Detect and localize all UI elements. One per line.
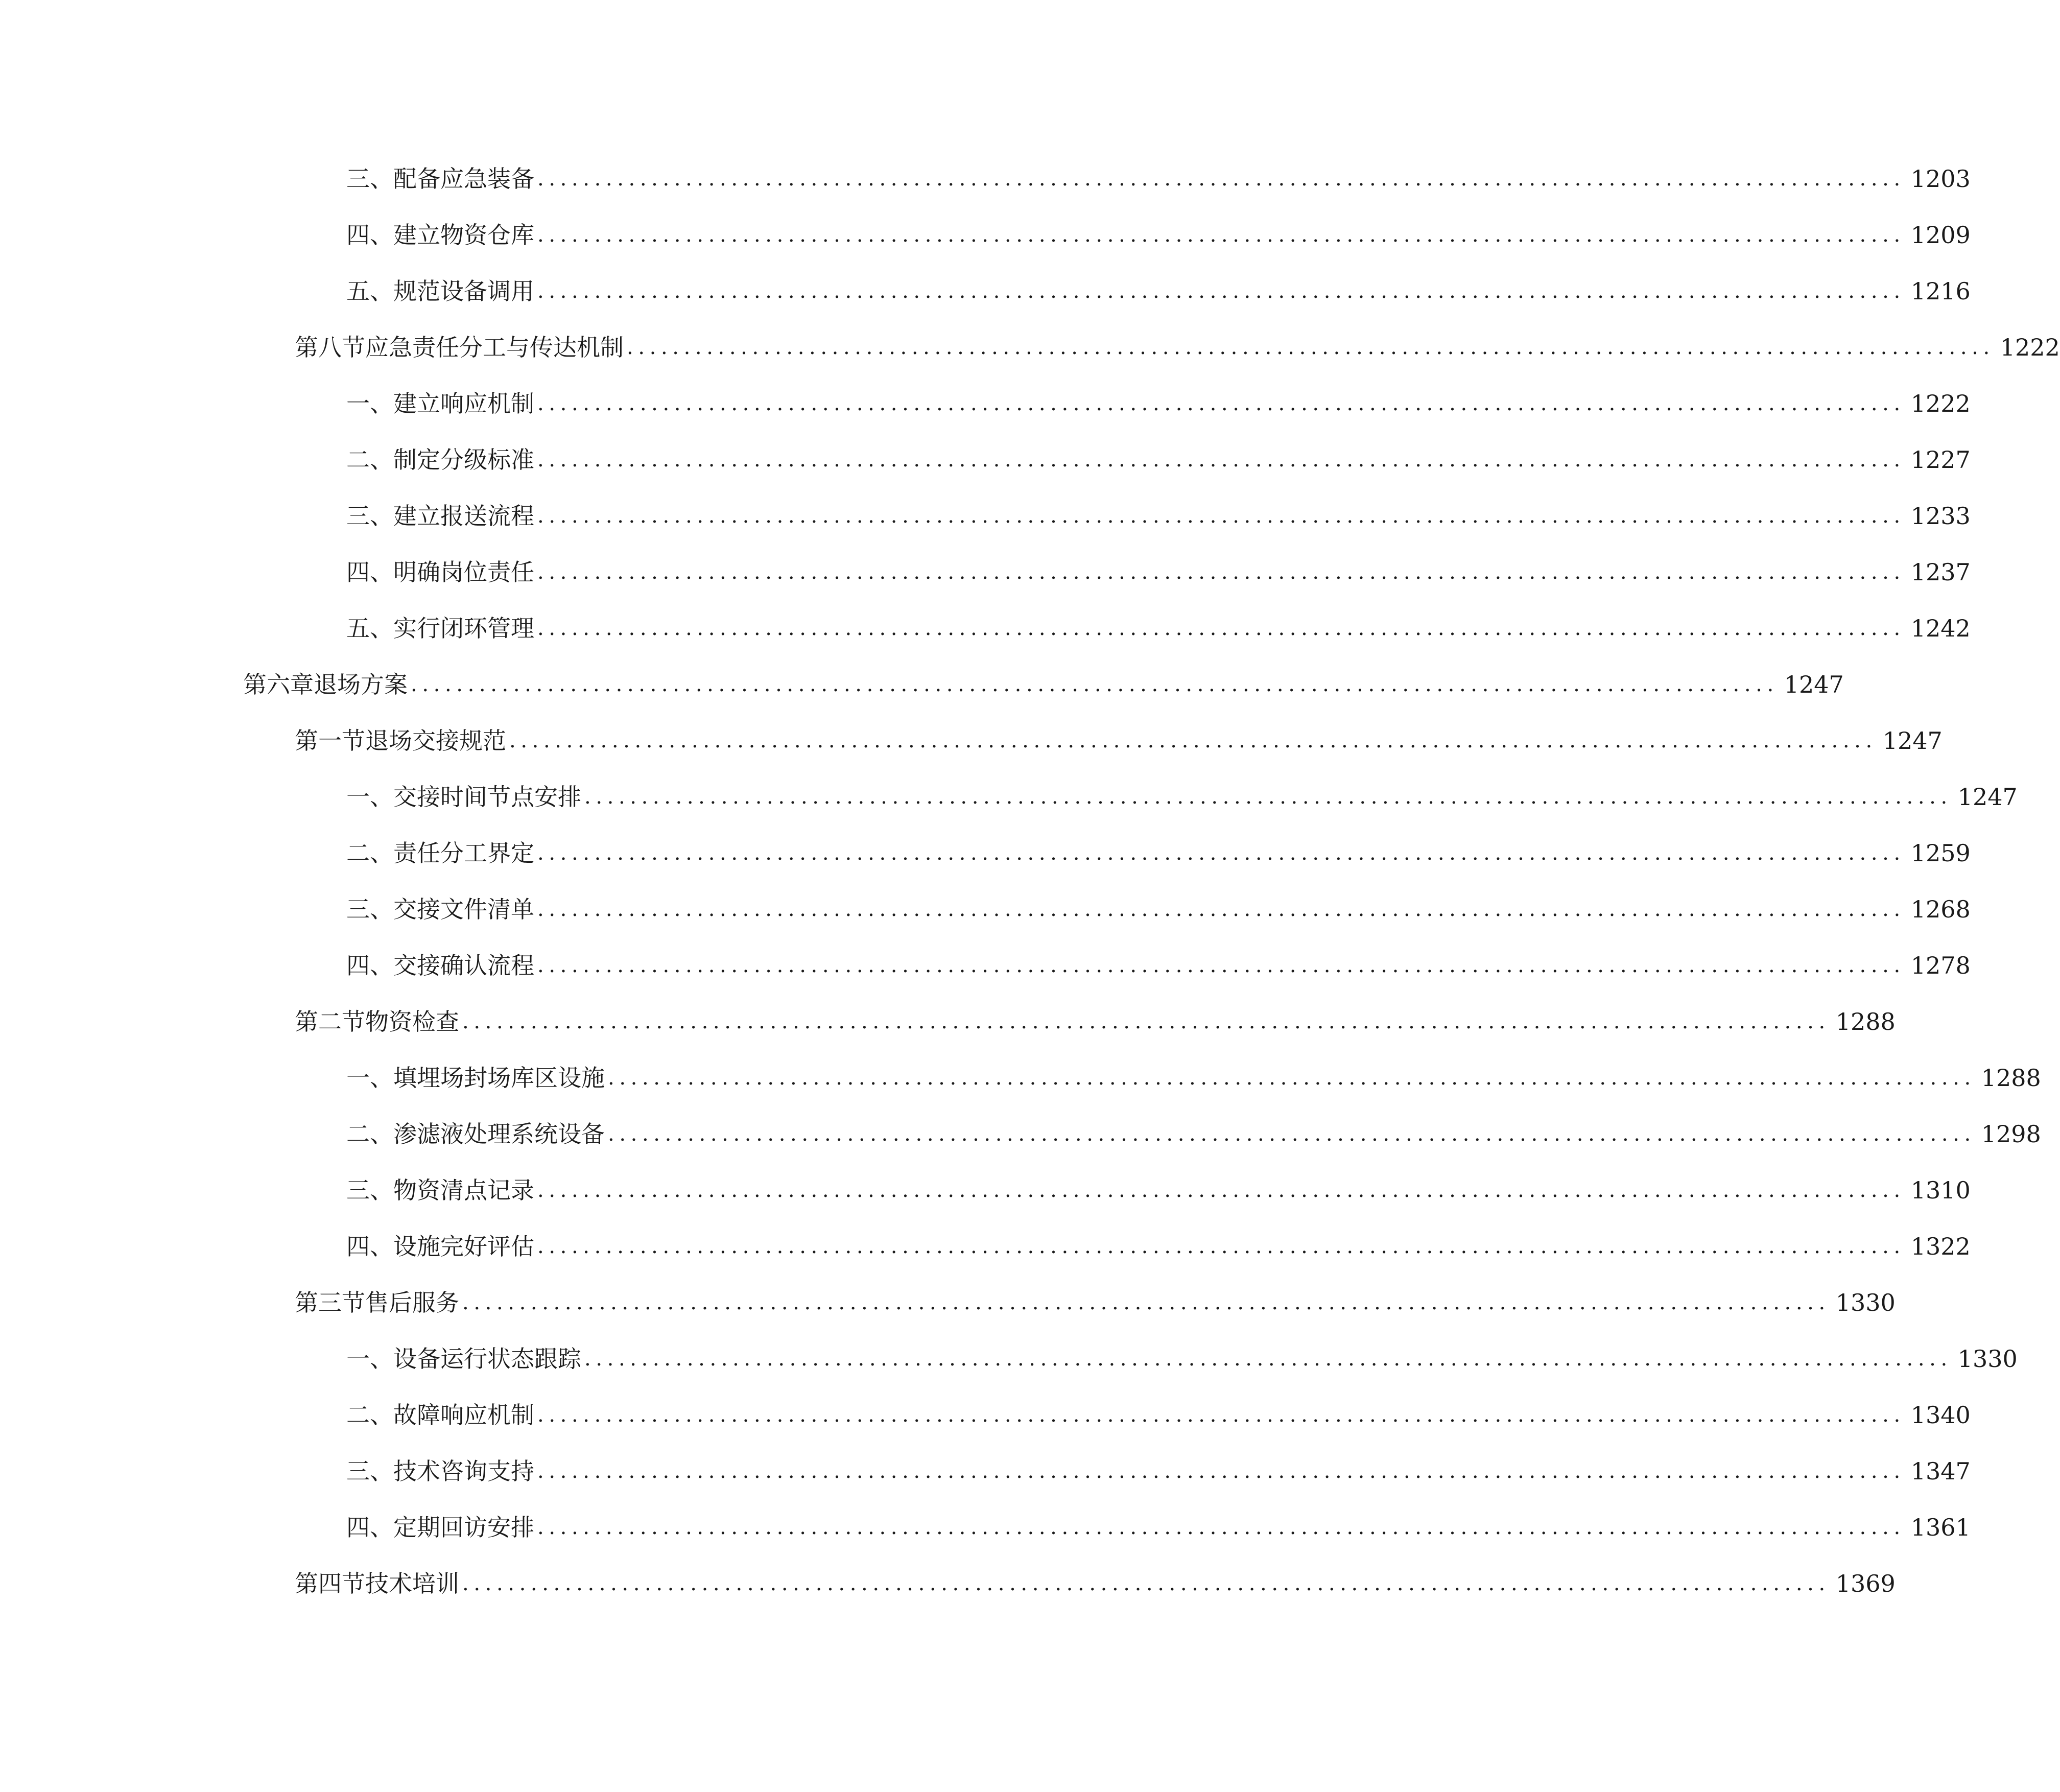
toc-entry[interactable]	[346, 552, 1971, 593]
toc-entry[interactable]	[346, 1451, 1971, 1492]
toc-entry-number: 四、	[346, 221, 393, 249]
toc-entry-number: 四、	[346, 952, 393, 979]
toc-entry-page: 1222	[2000, 334, 2060, 361]
toc-dot-leader: ........................................................................................................................	[608, 1066, 1976, 1090]
toc-entry-title: 配备应急装备	[393, 165, 534, 193]
toc-entry[interactable]	[295, 1563, 1896, 1604]
toc-entry-number: 二、	[346, 1120, 393, 1148]
toc-entry-number: 第四节	[295, 1570, 365, 1597]
toc-entry-page: 1242	[1910, 615, 1971, 642]
toc-entry-number: 一、	[346, 1345, 393, 1373]
toc-entry-page: 1330	[1957, 1345, 2018, 1373]
toc-dot-leader: ........................................................................................................................	[509, 729, 1877, 752]
toc-entry-number: 四、	[346, 558, 393, 586]
toc-entry-number: 第三节	[295, 1289, 365, 1316]
toc-entry[interactable]	[346, 1114, 2041, 1154]
toc-entry-number: 第二节	[295, 1008, 365, 1035]
toc-entry-page: 1288	[1981, 1064, 2041, 1092]
toc-entry-page: 1227	[1910, 446, 1971, 474]
toc-entry[interactable]	[346, 889, 1971, 930]
toc-entry-number: 一、	[346, 390, 393, 417]
toc-entry-page: 1247	[1957, 783, 2018, 811]
toc-entry[interactable]	[346, 776, 2018, 817]
toc-entry-title: 设施完好评估	[393, 1233, 534, 1260]
toc-entry-number: 二、	[346, 1401, 393, 1429]
toc-entry-page: 1237	[1910, 558, 1971, 586]
toc-dot-leader: ........................................................................................................................	[537, 1178, 1905, 1202]
toc-entry-number: 四、	[346, 1514, 393, 1541]
toc-entry-number: 第一节	[295, 727, 365, 754]
toc-dot-leader: ........................................................................................................................	[537, 1235, 1905, 1258]
toc-dot-leader: ........................................................................................................................	[537, 560, 1905, 584]
toc-dot-leader: ........................................................................................................................	[411, 673, 1779, 696]
toc-entry[interactable]	[346, 608, 1971, 649]
toc-dot-leader: ........................................................................................................................	[462, 1010, 1830, 1033]
toc-entry-page: 1298	[1981, 1120, 2041, 1148]
toc-entry-title: 制定分级标准	[393, 446, 534, 474]
toc-entry-title: 售后服务	[365, 1289, 459, 1316]
toc-entry-title: 建立物资仓库	[393, 221, 534, 249]
toc-dot-leader: ........................................................................................................................	[627, 336, 1995, 359]
toc-entry-title: 交接确认流程	[393, 952, 534, 979]
toc-entry-title: 退场交接规范	[365, 727, 506, 754]
toc-dot-leader: ........................................................................................................................	[537, 954, 1905, 977]
toc-entry[interactable]	[346, 383, 1971, 424]
toc-dot-leader: ........................................................................................................................	[462, 1291, 1830, 1314]
toc-entry[interactable]	[346, 1395, 1971, 1435]
toc-entry-title: 建立响应机制	[393, 390, 534, 417]
toc-entry-number: 二、	[346, 446, 393, 474]
toc-entry[interactable]	[346, 496, 1971, 536]
toc-entry-number: 四、	[346, 1233, 393, 1260]
toc-entry-page: 1247	[1784, 671, 1844, 698]
toc-entry-title: 明确岗位责任	[393, 558, 534, 586]
toc-entry-page: 1347	[1910, 1457, 1971, 1485]
toc-entry[interactable]	[346, 1338, 2018, 1379]
toc-entry-title: 设备运行状态跟踪	[393, 1345, 581, 1373]
toc-dot-leader: ........................................................................................................................	[537, 223, 1905, 247]
toc-entry-title: 建立报送流程	[393, 502, 534, 530]
toc-entry-page: 1209	[1910, 221, 1971, 249]
toc-entry-title: 故障响应机制	[393, 1401, 534, 1429]
toc-entry-number: 五、	[346, 615, 393, 642]
toc-dot-leader: ........................................................................................................................	[537, 167, 1905, 191]
toc-entry-title: 技术培训	[365, 1570, 459, 1597]
toc-entry-title: 物资检查	[365, 1008, 459, 1035]
toc-entry[interactable]	[243, 664, 1844, 705]
toc-dot-leader: ........................................................................................................................	[537, 841, 1905, 865]
toc-dot-leader: ........................................................................................................................	[537, 392, 1905, 415]
toc-dot-leader: ........................................................................................................................	[537, 898, 1905, 921]
toc-entry-number: 二、	[346, 839, 393, 867]
toc-dot-leader: ........................................................................................................................	[537, 1403, 1905, 1427]
toc-entry-number: 第六章	[243, 671, 314, 698]
toc-entry-title: 规范设备调用	[393, 277, 534, 305]
toc-entry[interactable]	[346, 1057, 2041, 1098]
toc-entry[interactable]	[346, 1507, 1971, 1548]
toc-entry-page: 1369	[1835, 1570, 1896, 1597]
toc-entry[interactable]	[295, 1001, 1896, 1042]
toc-dot-leader: ........................................................................................................................	[537, 448, 1905, 471]
toc-entry[interactable]	[346, 439, 1971, 480]
toc-entry-title: 应急责任分工与传达机制	[365, 334, 624, 361]
toc-entry-page: 1268	[1910, 895, 1971, 923]
toc-entry-title: 技术咨询支持	[393, 1457, 534, 1485]
toc-entry-page: 1216	[1910, 277, 1971, 305]
toc-entry-number: 三、	[346, 1457, 393, 1485]
toc-entry[interactable]	[346, 158, 1971, 199]
toc-entry-page: 1310	[1910, 1176, 1971, 1204]
toc-entry[interactable]	[295, 720, 1943, 761]
toc-entry-page: 1233	[1910, 502, 1971, 530]
toc-entry-number: 三、	[346, 895, 393, 923]
toc-entry[interactable]	[346, 1226, 1971, 1267]
toc-entry-title: 物资清点记录	[393, 1176, 534, 1204]
toc-entry-number: 三、	[346, 1176, 393, 1204]
toc-dot-leader: ........................................................................................................................	[537, 279, 1905, 303]
toc-dot-leader: ........................................................................................................................	[537, 1516, 1905, 1539]
toc-entry-number: 三、	[346, 165, 393, 193]
toc-entry-page: 1361	[1910, 1514, 1971, 1541]
toc-entry-title: 填埋场封场库区设施	[393, 1064, 605, 1092]
toc-entry-page: 1322	[1910, 1233, 1971, 1260]
toc-entry-page: 1247	[1882, 727, 1943, 754]
toc-dot-leader: ........................................................................................................................	[584, 1347, 1952, 1371]
toc-entry-number: 五、	[346, 277, 393, 305]
toc-entry[interactable]	[346, 945, 1971, 986]
toc-entry-title: 定期回访安排	[393, 1514, 534, 1541]
toc-entry-title: 实行闭环管理	[393, 615, 534, 642]
toc-entry[interactable]	[346, 1170, 1971, 1211]
toc-entry[interactable]	[346, 215, 1971, 255]
toc-entry-title: 渗滤液处理系统设备	[393, 1120, 605, 1148]
toc-entry[interactable]	[346, 271, 1971, 312]
toc-entry-title: 交接时间节点安排	[393, 783, 581, 811]
toc-entry-number: 一、	[346, 783, 393, 811]
toc-entry-title: 交接文件清单	[393, 895, 534, 923]
toc-entry-number: 一、	[346, 1064, 393, 1092]
toc-dot-leader: ........................................................................................................................	[608, 1122, 1976, 1146]
toc-entry-page: 1330	[1835, 1289, 1896, 1316]
toc-entry[interactable]	[295, 327, 2060, 368]
toc-dot-leader: ........................................................................................................................	[462, 1572, 1830, 1595]
toc-entry-page: 1288	[1835, 1008, 1896, 1035]
toc-dot-leader: ........................................................................................................................	[537, 1459, 1905, 1483]
toc-entry-number: 第八节	[295, 334, 365, 361]
toc-entry-title: 退场方案	[314, 671, 408, 698]
toc-dot-leader: ........................................................................................................................	[537, 617, 1905, 640]
toc-entry[interactable]	[295, 1282, 1896, 1323]
toc-dot-leader: ........................................................................................................................	[584, 785, 1952, 809]
toc-entry[interactable]	[346, 833, 1971, 874]
toc-entry-page: 1222	[1910, 390, 1971, 417]
toc-entry-page: 1340	[1910, 1401, 1971, 1429]
toc-entry-page: 1259	[1910, 839, 1971, 867]
toc-entry-page: 1278	[1910, 952, 1971, 979]
toc-entry-number: 三、	[346, 502, 393, 530]
toc-entry-title: 责任分工界定	[393, 839, 534, 867]
toc-entry-page: 1203	[1910, 165, 1971, 193]
toc-dot-leader: ........................................................................................................................	[537, 504, 1905, 528]
